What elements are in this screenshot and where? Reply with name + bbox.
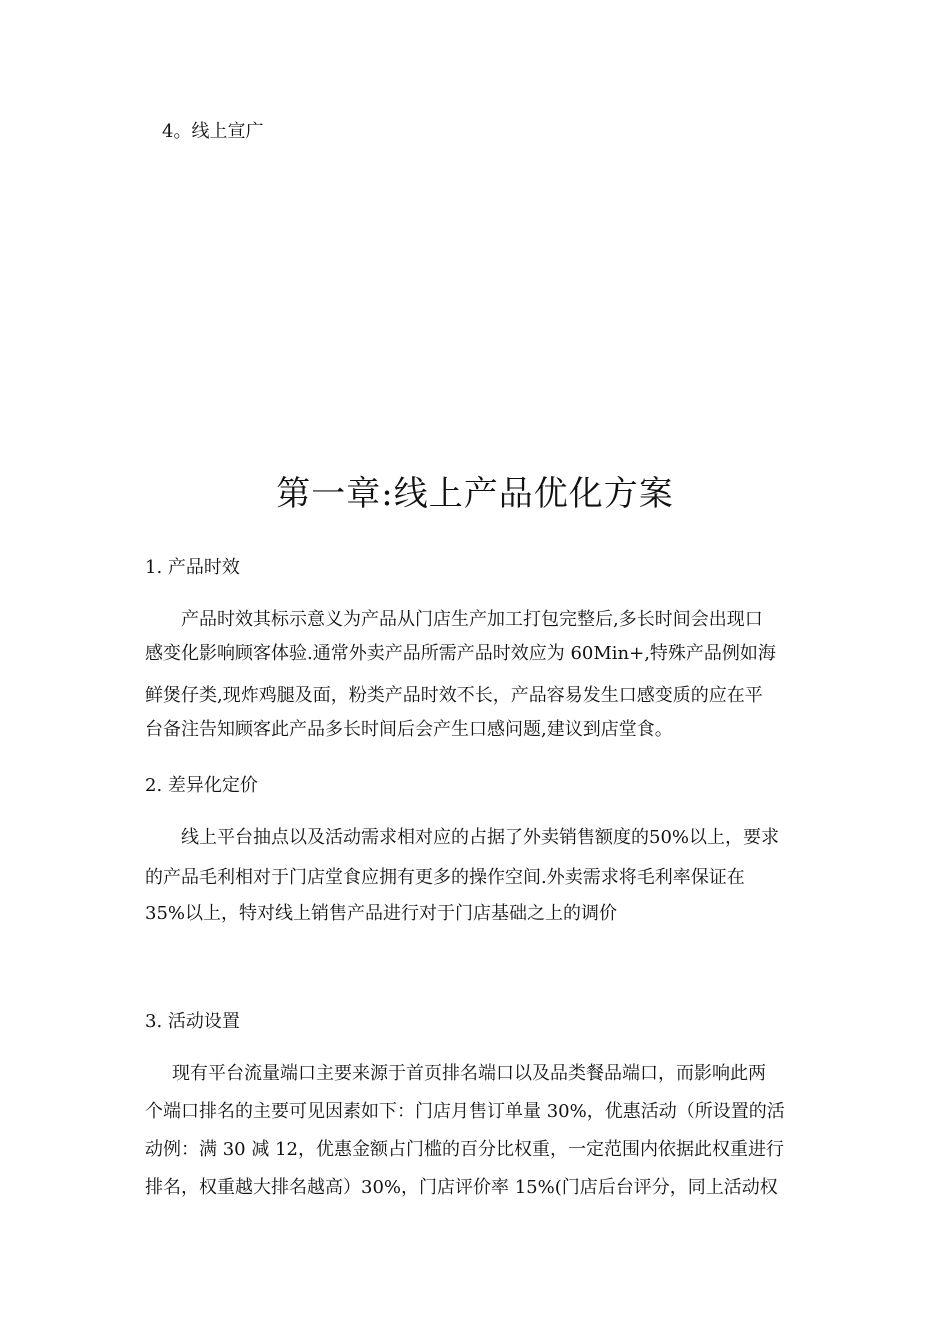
section-3-line-4: 排名，权重越大排名越高）30%，门店评价率 15%(门店后台评分，同上活动权: [145, 1177, 778, 1198]
section-2-line-2: 的产品毛利相对于门店堂食应拥有更多的操作空间.外卖需求将毛利率保证在: [145, 867, 745, 888]
section-1-line-2: 感变化影响顾客体验.通常外卖产品所需产品时效应为 60Min+,特殊产品例如海: [145, 643, 776, 664]
section-3-line-3: 动例：满 30 减 12，优惠金额占门槛的百分比权重，一定范围内依据此权重进行: [145, 1139, 784, 1160]
section-heading-1: 1. 产品时效: [145, 557, 240, 578]
section-heading-3: 3. 活动设置: [145, 1011, 240, 1032]
section-1-line-1: 产品时效其标示意义为产品从门店生产加工打包完整后,多长时间会出现口: [181, 609, 763, 630]
section-2-line-3: 35%以上，特对线上销售产品进行对于门店基础之上的调价: [145, 903, 618, 924]
section-1-line-4: 台备注告知顾客此产品多长时间后会产生口感问题,建议到店堂食。: [145, 719, 673, 740]
section-1-line-3: 鲜煲仔类,现炸鸡腿及面，粉类产品时效不长，产品容易发生口感变质的应在平: [145, 685, 763, 706]
chapter-title: 第一章:线上产品优化方案: [276, 474, 674, 514]
section-heading-2: 2. 差异化定价: [145, 775, 258, 796]
section-3-line-2: 个端口排名的主要可见因素如下：门店月售订单量 30%，优惠活动（所设置的活: [145, 1101, 785, 1122]
section-3-line-1: 现有平台流量端口主要来源于首页排名端口以及品类餐品端口，而影响此两: [172, 1063, 766, 1084]
section-2-line-1: 线上平台抽点以及活动需求相对应的占据了外卖销售额度的50%以上，要求: [181, 827, 780, 848]
outline-item: 4。线上宣广: [162, 121, 264, 142]
